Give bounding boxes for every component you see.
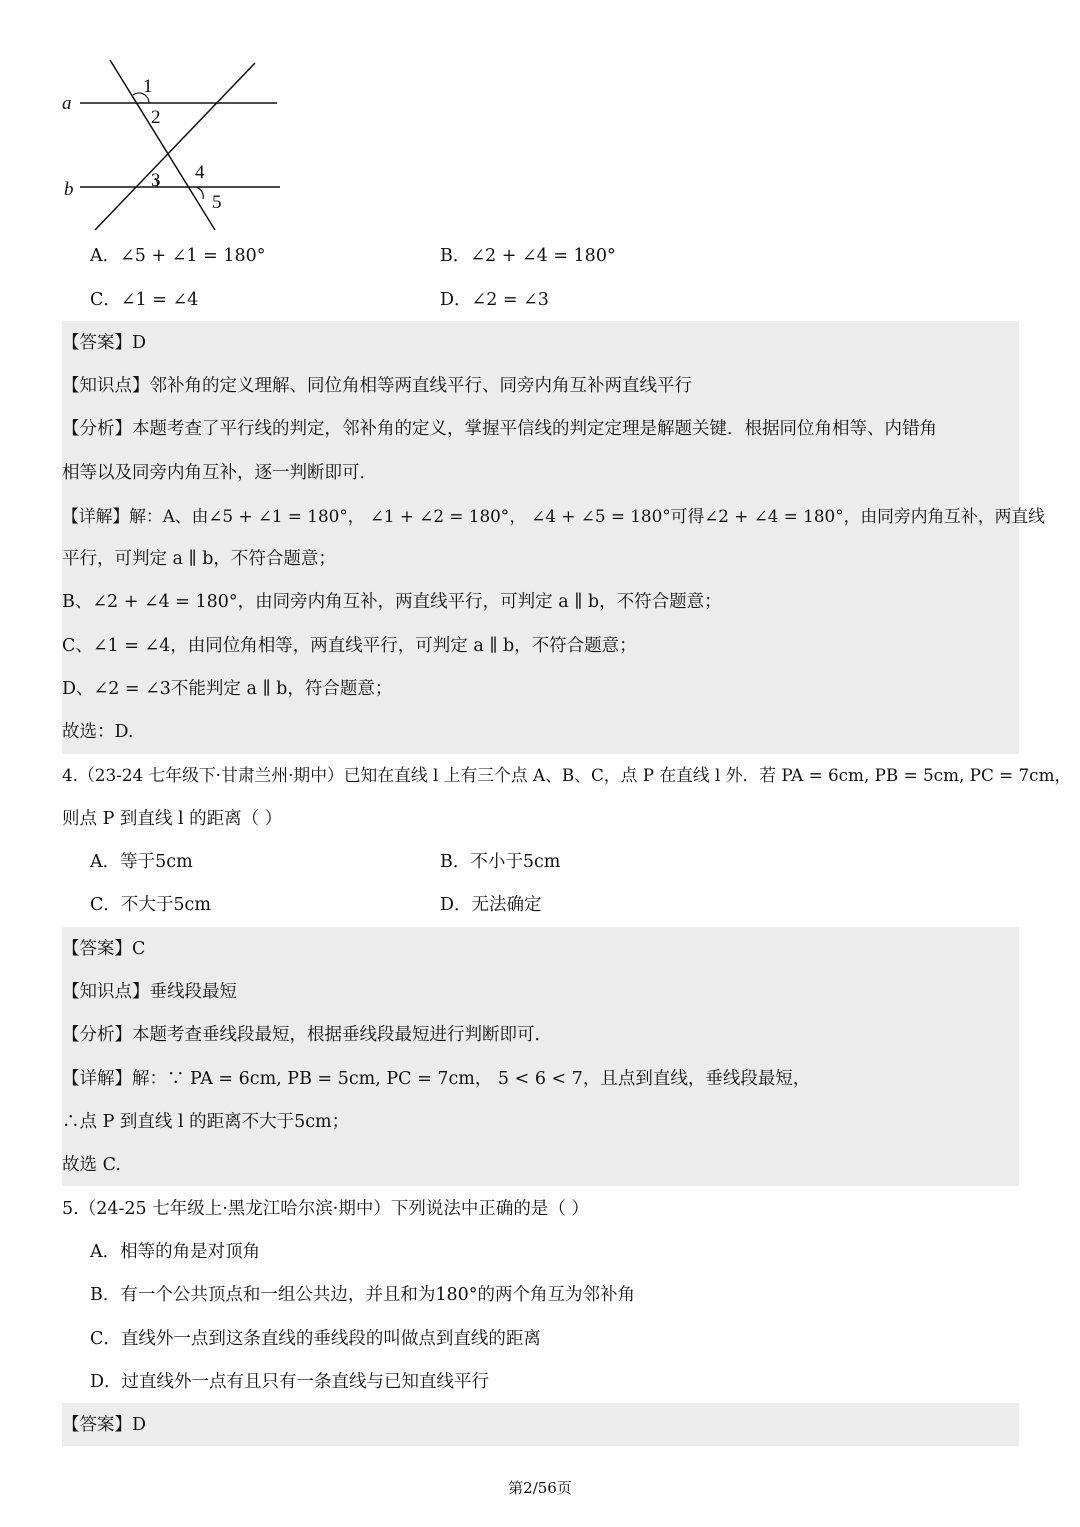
q4-option-d [440, 894, 542, 916]
q4-stem-line2: 则点 P 到直线 l 的距离（ ） [62, 809, 283, 829]
q4-option-a [90, 851, 193, 873]
q4-answer: 【答案】C [62, 939, 146, 959]
q3-detail-line2: 平行，可判定 a ∥ b，不符合题意； [62, 549, 336, 569]
q4-solution-box [62, 927, 1019, 1186]
q3-option-c [90, 289, 198, 311]
label-a: a [62, 93, 72, 114]
option-letter: B． [440, 246, 471, 266]
label-angle-2: 2 [151, 107, 161, 128]
option-text: 无法确定 [471, 895, 542, 915]
q3-option-d [440, 289, 549, 311]
option-letter: D． [90, 1372, 122, 1392]
label-angle-3: 3 [151, 170, 161, 191]
q3-analysis-line2: 相等以及同旁内角互补，逐一判断即可． [62, 463, 377, 483]
option-text: 过直线外一点有且只有一条直线与已知直线平行 [121, 1372, 490, 1392]
q4-detail-line1: 【详解】解：∵ PA = 6cm, PB = 5cm, PC = 7cm， 5 < 6 < 7，且点到直线，垂线段最短， [62, 1069, 811, 1089]
q3-answer: 【答案】D [62, 333, 147, 353]
q4-analysis: 【分析】本题考查垂线段最短，根据垂线段最短进行判断即可． [62, 1025, 552, 1045]
q3-option-b [440, 245, 616, 267]
transversal-1 [110, 60, 215, 230]
option-letter: C． [90, 895, 121, 915]
parallel-lines-figure [55, 55, 295, 240]
q4-option-c [90, 894, 211, 916]
option-letter: B． [90, 1285, 121, 1305]
option-text: ∠5 + ∠1 = 180° [120, 246, 266, 266]
label-b: b [64, 179, 74, 200]
transversal-2 [95, 63, 255, 230]
page-number: 第2/56页 [508, 1479, 572, 1497]
label-angle-1: 1 [143, 76, 153, 97]
q3-knowledge: 【知识点】邻补角的定义理解、同位角相等两直线平行、同旁内角互补两直线平行 [62, 376, 692, 396]
option-letter: D． [440, 290, 472, 310]
q3-analysis-line1: 【分析】本题考查了平行线的判定，邻补角的定义，掌握平信线的判定定理是解题关键．根据同位角相等、内错角 [62, 419, 937, 439]
angle-arc-4 [196, 187, 203, 199]
option-text: 有一个公共顶点和一组公共边，并且和为180°的两个角互为邻补角 [120, 1285, 636, 1305]
q5-option-b [90, 1284, 635, 1306]
q3-conclusion: 故选：D. [62, 722, 134, 742]
q4-conclusion: 故选 C. [62, 1155, 121, 1175]
option-letter: C． [90, 290, 121, 310]
option-text: 等于5cm [120, 852, 193, 872]
q5-option-a [90, 1241, 260, 1263]
option-letter: B． [440, 852, 471, 872]
q4-knowledge: 【知识点】垂线段最短 [62, 982, 237, 1002]
q3-detail-line1: 【详解】解：A、由∠5 + ∠1 = 180°， ∠1 + ∠2 = 180°， ∠4 + ∠5 = 180°可得∠2 + ∠4 = 180°，由同旁内角互补，两直线 [62, 506, 1045, 526]
q5-option-d [90, 1371, 489, 1393]
label-angle-5: 5 [212, 192, 222, 213]
option-letter: D． [440, 895, 472, 915]
q3-detail-line5: D、∠2 = ∠3不能判定 a ∥ b，符合题意； [62, 679, 393, 699]
q5-option-c [90, 1328, 541, 1350]
option-text: 不大于5cm [120, 895, 211, 915]
option-text: 不小于5cm [470, 852, 561, 872]
option-letter: A． [90, 852, 121, 872]
q4-detail-line2: ∴点 P 到直线 l 的距离不大于5cm； [62, 1112, 350, 1132]
option-text: ∠1 = ∠4 [120, 290, 199, 310]
option-text: 直线外一点到这条直线的垂线段的叫做点到直线的距离 [120, 1329, 541, 1349]
q3-detail-line4: C、∠1 = ∠4，由同位角相等，两直线平行，可判定 a ∥ b，不符合题意； [62, 636, 637, 656]
option-letter: A． [90, 246, 121, 266]
q5-stem: 5.（24-25 七年级上·黑龙江哈尔滨·期中）下列说法中正确的是（ ） [62, 1199, 589, 1219]
label-angle-4: 4 [195, 162, 205, 183]
q4-stem-line1: 4.（23-24 七年级下·甘肃兰州·期中）已知在直线 l 上有三个点 A、B、C，点 P 在直线 l 外．若 PA = 6cm, PB = 5cm, PC = 7cm， [62, 765, 1072, 785]
q4-option-b [440, 851, 560, 873]
option-text: ∠2 = ∠3 [471, 290, 549, 310]
q3-detail-line3: B、∠2 + ∠4 = 180°，由同旁内角互补，两直线平行，可判定 a ∥ b，不符合题意； [62, 592, 722, 612]
q5-answer: 【答案】D [62, 1415, 147, 1435]
q3-option-a [90, 245, 265, 267]
option-text: 相等的角是对顶角 [120, 1242, 261, 1262]
option-letter: C． [90, 1329, 121, 1349]
option-letter: A． [90, 1242, 121, 1262]
option-text: ∠2 + ∠4 = 180° [470, 246, 616, 266]
